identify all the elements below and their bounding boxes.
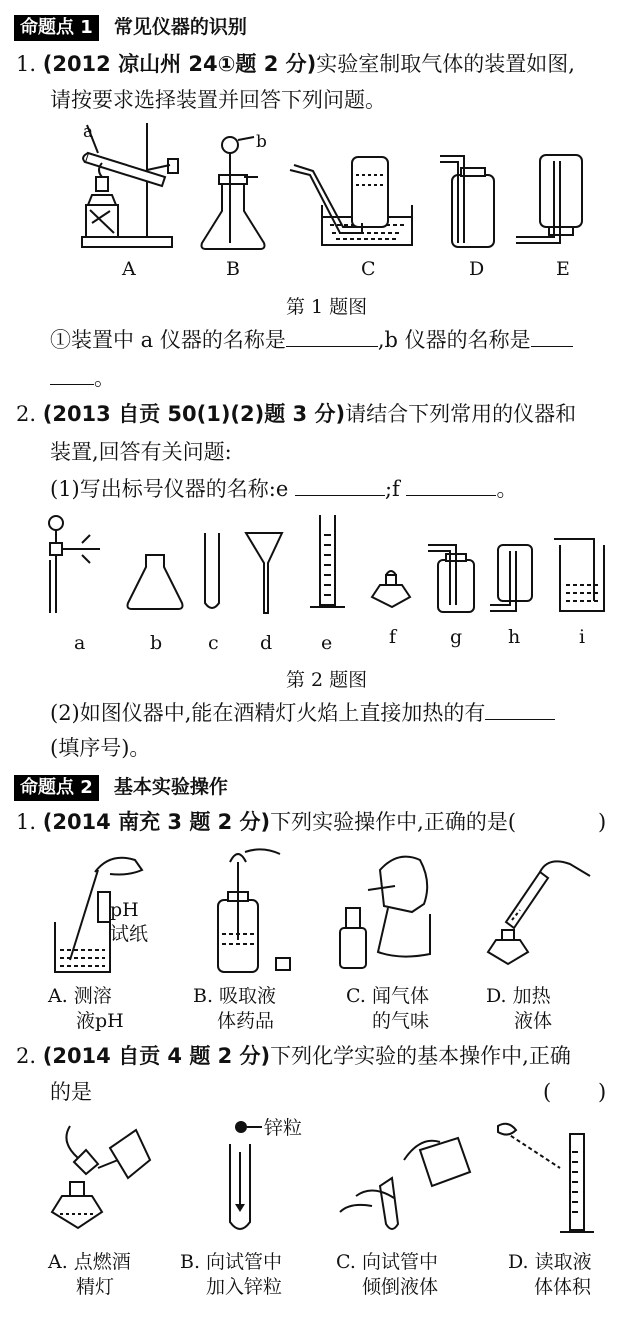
instrument-h	[490, 545, 532, 611]
section-header-1	[14, 12, 247, 39]
answer-blank-e[interactable]	[295, 475, 385, 496]
answer-paren-close: )	[598, 810, 607, 834]
letter-i: i	[579, 626, 586, 648]
letter-b: b	[150, 632, 163, 654]
option-D-line1: D. 读取液	[508, 1251, 592, 1273]
letter-a: a	[74, 632, 86, 654]
option-A-line1: A. 点燃酒	[48, 1251, 131, 1273]
question-4-line2: 的是	[50, 1080, 92, 1104]
figure-1-apparatus	[0, 115, 630, 285]
option-C-line1: C. 闻气体	[346, 985, 429, 1007]
instrument-i	[554, 539, 604, 611]
image-D-heating	[488, 861, 590, 964]
question-text: 实验室制取气体的装置如图,	[316, 52, 575, 76]
section-header-2	[14, 772, 228, 799]
ph-label-2: 试纸	[110, 923, 149, 945]
question-3-line1	[16, 808, 516, 837]
figure-4-operations	[0, 1112, 630, 1247]
instrument-d	[246, 533, 282, 613]
instrument-b	[128, 555, 183, 609]
question-number: 1.	[16, 52, 37, 76]
image-B-dropper	[218, 849, 290, 972]
letter-e: e	[321, 632, 333, 654]
question-1-line1	[16, 50, 575, 79]
option-A[interactable]	[48, 1250, 131, 1300]
letter-D: D	[469, 258, 485, 280]
figure-1-caption: 第 1 题图	[286, 296, 368, 318]
q1-sub1-end: 。	[94, 366, 115, 390]
figure-2-caption: 第 2 题图	[286, 669, 368, 691]
apparatus-D	[440, 156, 494, 247]
letter-A: A	[122, 258, 136, 280]
image-C-smell	[340, 857, 430, 968]
section-tag: 命题点 1	[14, 15, 99, 41]
question-text: 下列实验操作中,正确的是(	[270, 810, 517, 834]
question-1-line2: 请按要求选择装置并回答下列问题。	[50, 88, 386, 112]
answer-paren-close: )	[598, 1080, 607, 1104]
question-4-line1	[16, 1042, 571, 1071]
answer-blank-heat[interactable]	[485, 699, 555, 720]
answer-blank-b-part1[interactable]	[531, 326, 573, 347]
answer-paren-open: (	[543, 1080, 552, 1104]
option-B-line1: B. 吸取液	[193, 985, 277, 1007]
option-B[interactable]	[180, 1250, 282, 1300]
answer-blank-f[interactable]	[406, 475, 496, 496]
instrument-c	[205, 533, 219, 608]
figure-2-instruments	[0, 505, 630, 625]
option-C[interactable]	[346, 984, 429, 1034]
image-C-pouring	[340, 1138, 470, 1229]
option-B[interactable]	[193, 984, 276, 1034]
option-D-line2: 液体	[514, 1010, 553, 1032]
letter-d: d	[260, 632, 273, 654]
letter-C: C	[361, 258, 376, 280]
option-A-line2: 液pH	[76, 1010, 124, 1032]
section-tag: 命题点 2	[14, 775, 99, 801]
q1-sub1	[50, 326, 573, 355]
question-2-line2: 装置,回答有关问题:	[50, 440, 232, 464]
option-C[interactable]	[336, 1250, 438, 1300]
option-B-line2: 加入锌粒	[206, 1276, 283, 1298]
letter-c: c	[208, 632, 219, 654]
option-A-line2: 精灯	[76, 1276, 115, 1298]
image-A-lamp-lighting	[52, 1126, 150, 1228]
letter-h: h	[508, 626, 521, 648]
letter-E: E	[556, 258, 570, 280]
q1-sub1-text-a: ①装置中 a 仪器的名称是	[50, 328, 286, 352]
ph-label-1: pH	[110, 899, 139, 921]
label-a: a	[83, 122, 94, 142]
option-A-line1: A. 测溶	[48, 985, 112, 1007]
apparatus-E	[516, 155, 582, 243]
apparatus-A	[82, 123, 178, 247]
question-number: 1.	[16, 810, 37, 834]
question-text: 下列化学实验的基本操作中,正确	[270, 1044, 571, 1068]
image-D-cylinder	[498, 1124, 594, 1232]
question-number: 2.	[16, 1044, 37, 1068]
letter-f: f	[389, 626, 397, 648]
letter-B: B	[226, 258, 240, 280]
option-D-line2: 体体积	[534, 1276, 592, 1298]
option-C-line2: 的气味	[372, 1010, 430, 1032]
instrument-g	[428, 545, 474, 612]
q1-sub1-text-b: ,b 仪器的名称是	[377, 328, 531, 352]
question-text: 请结合下列常用的仪器和	[345, 402, 577, 426]
q2-sub1	[50, 475, 517, 504]
option-D[interactable]	[486, 984, 552, 1034]
option-B-line1: B. 向试管中	[180, 1251, 283, 1273]
instrument-e	[310, 515, 345, 607]
image-B-test-tube	[230, 1121, 262, 1229]
question-source: (2014 自贡 4 题 2 分)	[42, 1044, 271, 1068]
answer-blank-a[interactable]	[286, 326, 378, 347]
option-D[interactable]	[508, 1250, 592, 1300]
instrument-f	[372, 571, 410, 607]
q2-sub1-end: 。	[496, 477, 518, 501]
section-title: 基本实验操作	[113, 776, 228, 798]
q2-sub2-text: (2)如图仪器中,能在酒精灯火焰上直接加热的有	[50, 701, 486, 725]
apparatus-C	[290, 157, 412, 245]
figure-3-operations	[0, 842, 630, 982]
option-C-line1: C. 向试管中	[336, 1251, 438, 1273]
label-b: b	[256, 132, 267, 152]
option-C-line2: 倾倒液体	[362, 1276, 439, 1298]
instrument-a	[49, 516, 100, 613]
q1-sub1-cont	[50, 364, 115, 393]
question-source: (2013 自贡 50(1)(2)题 3 分)	[42, 402, 346, 426]
q2-sub1-f: ;f	[384, 477, 400, 501]
q2-sub2-cont: (填序号)。	[50, 736, 151, 760]
q2-sub2	[50, 699, 555, 728]
letter-g: g	[450, 626, 463, 648]
question-number: 2.	[16, 402, 37, 426]
answer-blank-b-part2[interactable]	[50, 364, 94, 385]
option-D-line1: D. 加热	[486, 985, 551, 1007]
option-B-line2: 体药品	[217, 1010, 275, 1032]
q2-sub1-text: (1)写出标号仪器的名称:e	[50, 477, 289, 501]
question-source: (2012 凉山州 24①题 2 分)	[42, 52, 317, 76]
question-2-line1	[16, 400, 576, 429]
question-source: (2014 南充 3 题 2 分)	[42, 810, 271, 834]
section-title: 常见仪器的识别	[113, 16, 247, 38]
option-A[interactable]	[48, 984, 124, 1034]
zinc-label: 锌粒	[264, 1117, 303, 1139]
